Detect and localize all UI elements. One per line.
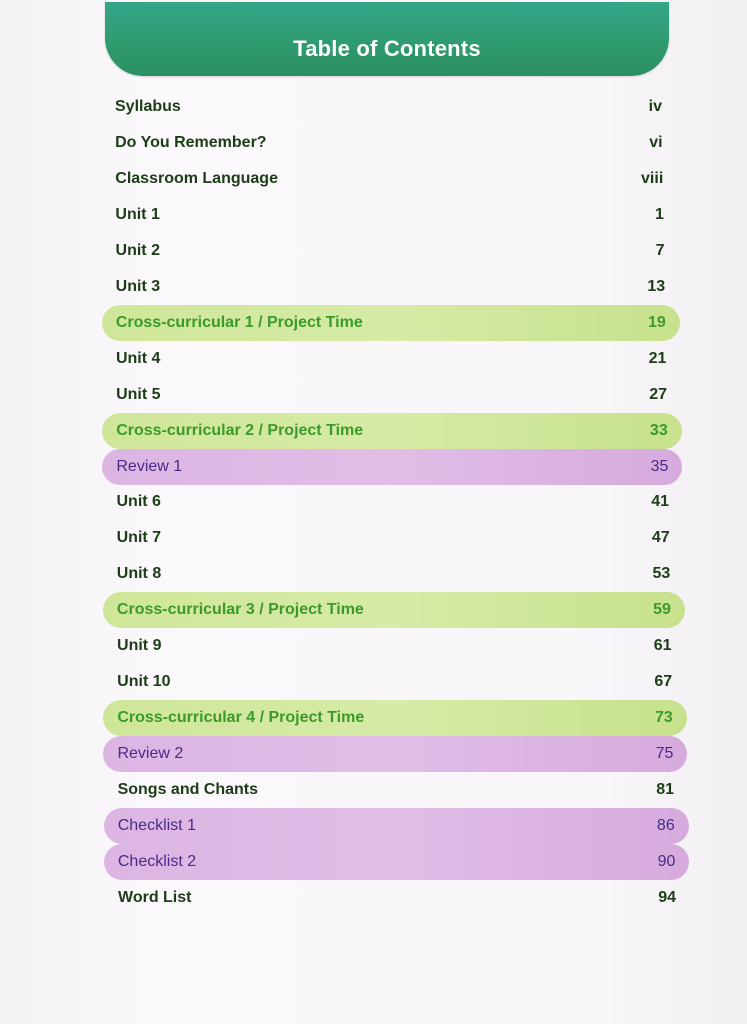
toc-entry-title: Songs and Chants [117,781,259,799]
toc-entry-title: Unit 1 [115,205,160,223]
toc-entry-title: Cross-curricular 1 / Project Time [115,313,363,331]
toc-entry-page-number: 67 [654,673,673,691]
toc-entry [101,197,678,233]
toc-entry-title: Review 2 [117,745,184,763]
toc-entry [103,520,684,556]
toc-entry [104,880,690,916]
toc-entry-page-number: 27 [649,385,668,403]
toc-entry [102,269,680,305]
toc-entry-title: Cross-curricular 4 / Project Time [117,709,365,727]
toc-entry [103,592,685,628]
toc-entry-page-number: 7 [655,241,665,259]
toc-entry-page-number: 75 [655,745,674,763]
toc-entry [104,808,689,844]
toc-entry-title: Do You Remember? [115,133,267,151]
toc-entry-title: Unit 2 [115,241,160,259]
toc-entry [104,844,690,880]
toc-entry [103,484,684,520]
toc-entry-page-number: 61 [653,637,672,655]
toc-entry-page-number: 53 [652,565,671,583]
toc-entry-title: Unit 8 [116,565,162,583]
toc-entry [102,233,679,269]
toc-entry-page-number: 1 [655,205,664,223]
toc-entry [102,305,680,341]
toc-entry-title: Unit 3 [115,277,161,295]
toc-entry-page-number: 21 [648,349,667,367]
toc-entry-title: Review 1 [116,457,183,475]
toc-entry-title: Unit 5 [116,385,161,403]
toc-entry-page-number: 59 [653,601,671,619]
toc-entry-title: Unit 7 [116,529,162,547]
toc-entry [103,628,686,664]
toc-entry [102,341,681,377]
toc-entry-page-number: 41 [651,493,669,511]
toc-entry [104,772,689,808]
toc-entry-page-number: viii [641,169,664,187]
toc-entry-page-number: 13 [647,277,666,295]
toc-entry-page-number: vi [649,133,663,151]
toc-entry-title: Checklist 2 [117,852,197,870]
toc-entry [102,413,682,449]
toc-entry [103,664,686,700]
toc-entry-page-number: 90 [657,852,676,870]
toc-entry-title: Syllabus [115,98,181,115]
toc-entry [102,449,682,485]
toc-entry [102,377,681,413]
toc-entry-page-number: 47 [651,529,670,547]
toc-entry [103,556,685,592]
toc-entry [101,125,677,161]
toc-entry [101,161,677,197]
toc-entry-title: Unit 6 [116,493,161,511]
toc-entry-page-number: iv [648,98,662,115]
toc-entry [101,89,676,125]
toc-entry-title: Cross-curricular 3 / Project Time [116,601,364,619]
page-title: Table of Contents [293,36,481,61]
toc-entry-page-number: 33 [649,421,668,439]
toc-entry-title: Checklist 1 [117,817,196,834]
toc-entry-title: Unit 9 [117,637,162,655]
toc-entry [103,736,687,772]
toc-entry-page-number: 94 [658,888,676,906]
toc-entry-page-number: 73 [655,709,673,727]
toc-entry-title: Word List [118,888,192,906]
toc-entry-title: Unit 4 [115,349,161,367]
toc-entry-page-number: 81 [656,781,675,799]
toc-entry-title: Unit 10 [117,673,171,691]
toc-entry-page-number: 86 [656,817,675,834]
toc-entry [103,700,687,736]
toc-entry-page-number: 19 [648,313,666,331]
toc-entry-title: Classroom Language [115,169,278,187]
toc-entry-title: Cross-curricular 2 / Project Time [116,421,364,439]
toc-entry-page-number: 35 [650,457,669,475]
